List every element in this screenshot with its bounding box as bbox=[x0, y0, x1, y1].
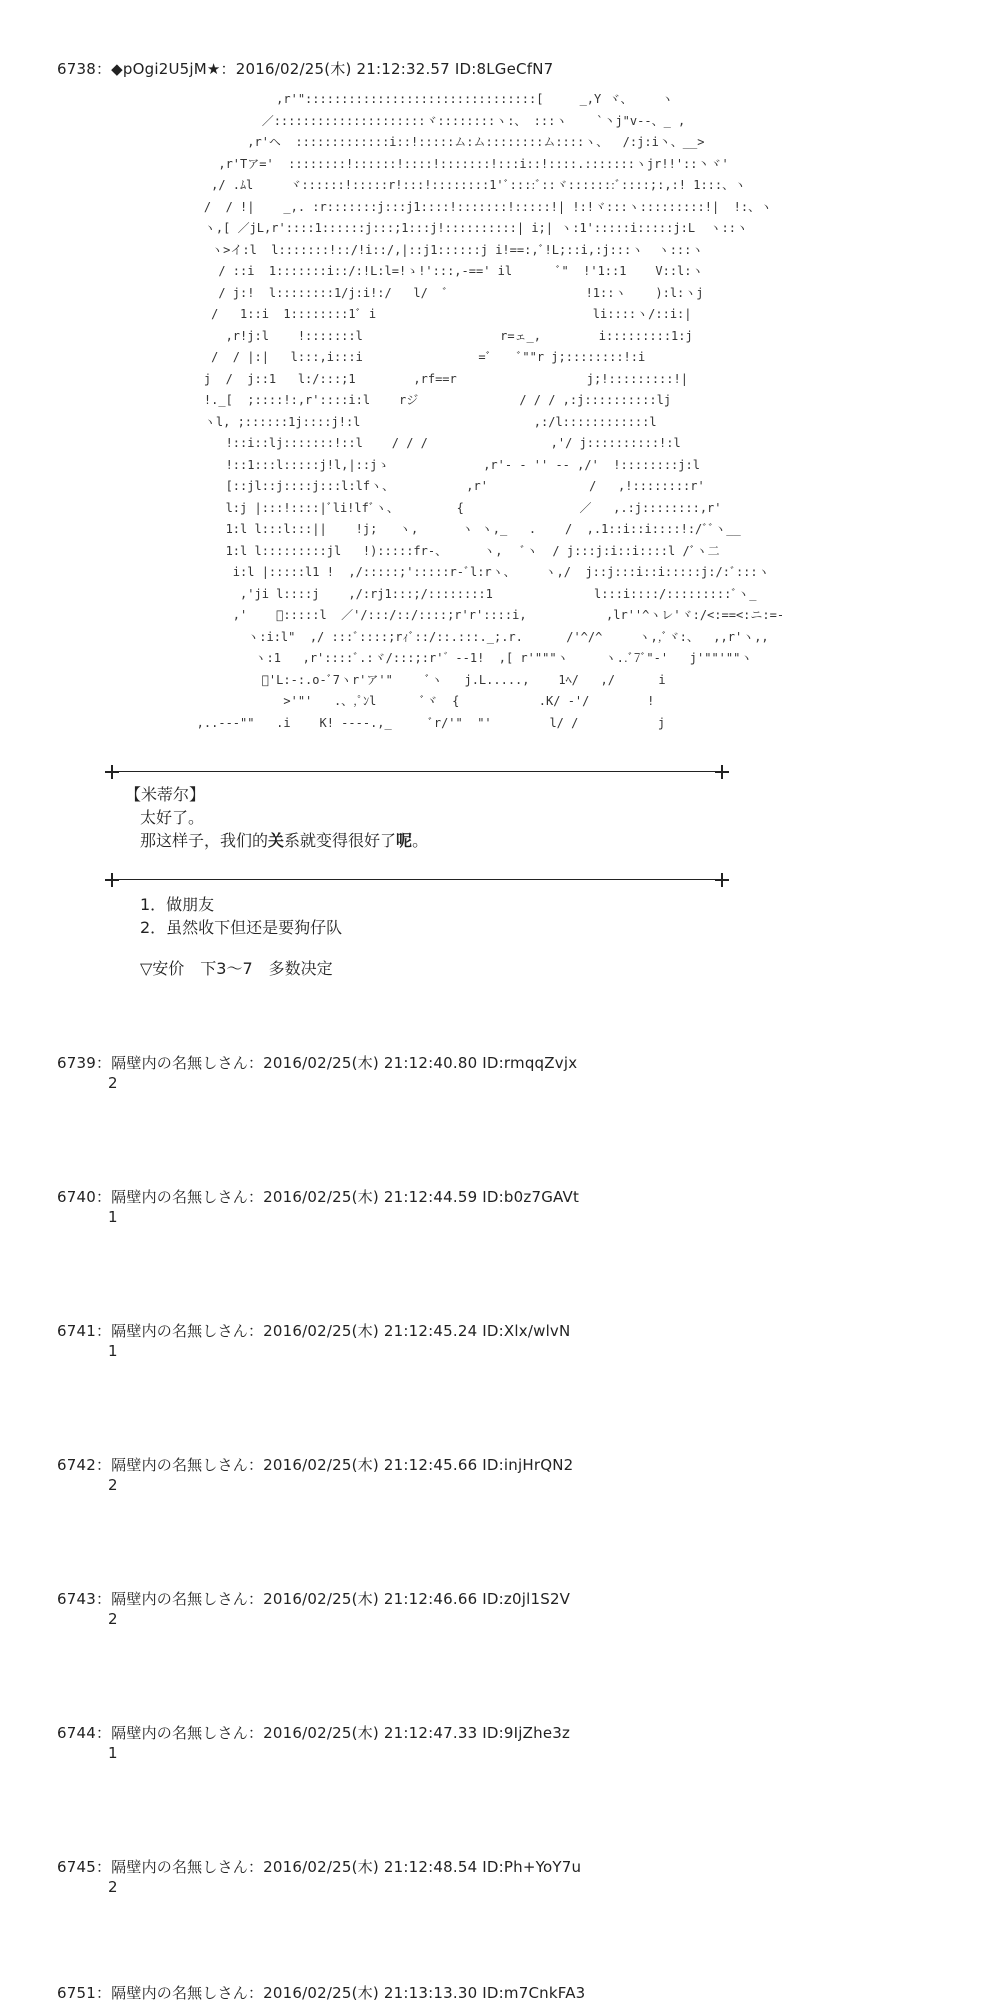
frame-divider-bottom bbox=[112, 879, 722, 880]
ascii-art-line: >'"' .、,ﾟﾝl ﾞヾ { .K/ -'/ ! bbox=[175, 694, 655, 708]
dialogue-line-2-mid: 系就变得很好了 bbox=[284, 831, 397, 850]
post-header-6739: 6739：隔壁内の名無しさん：2016/02/25(木) 21:12:40.80 ID:rmqqZvjx bbox=[57, 1054, 578, 1072]
post-body-6744: 1 bbox=[108, 1744, 118, 1762]
ascii-art-line: ,r'"::::::::::::::::::::::::::::::::[ _,Y ヾ、 ヽ bbox=[175, 92, 674, 106]
ascii-art-line: ,r'Tア=' ::::::::!::::::!::::!:::::::!:::i::!::::.:::::::ヽjr!!'::丶ヾ' bbox=[175, 156, 729, 171]
ascii-art-line: / j:! l::::::::1/j:i!:/ l/ ﾞ !1::ヽ ):l:ヽj bbox=[175, 285, 704, 300]
ascii-art-figure bbox=[175, 92, 955, 752]
post-body-6739: 2 bbox=[108, 1074, 118, 1092]
ascii-art-line: ,'ji l::::j ,/:rj1:::;/::::::::1 l:::i::::/:::::::::ﾞヽ_ bbox=[175, 586, 757, 601]
ascii-art-line: / 1::i 1::::::::1ﾞ i li::::ヽ/::i:| bbox=[175, 307, 692, 321]
ascii-art-line: 1:l l:::::::::jl !):::::fr-、 ヽ, ﾞヽ / j:::j:i::i::::l /ﾞヽ二 bbox=[175, 543, 720, 558]
post-header-6742: 6742：隔壁内の名無しさん：2016/02/25(木) 21:12:45.66 ID:injHrQN2 bbox=[57, 1456, 574, 1474]
ascii-art-line: ,/ .ﾑl ヾ::::::!:::::r!:::!::::::::1'ﾞ::::ﾞ::ヾ:::::::ﾞ::::;:,:! 1:::、ヽ bbox=[175, 178, 747, 192]
frame-cross-left-top bbox=[105, 765, 119, 779]
ascii-art-line: ／:::::::::::::::::::::ヾ::::::::ヽ:、 :::ヽ `丶j"v--、_ , bbox=[175, 113, 686, 128]
ascii-art-line: ﾞ'L:-:.o-ﾞ7ヽr'ア'" ﾞヽ j.L....., 1ﾍ/ ,/ i bbox=[175, 672, 666, 687]
ascii-art-line: ,r'ヘ :::::::::::::i::!:::::ム:ム::::::::ム::::ヽ、 /:j:i丶、__> bbox=[175, 135, 705, 149]
frame-cross-right-bottom bbox=[715, 873, 729, 887]
ascii-art-line: ヽ,[ ／jL,r'::::1::::::j:::;1:::j!::::::::::| i;| ヽ:1':::::i:::::j:L ヽ::ヽ bbox=[175, 221, 748, 235]
ascii-art-line: ヽ>イ:l l:::::::!::/!i::/,|::j1::::::j i!==:,ﾞ!L;::i,:j:::ヽ ヽ:::ヽ bbox=[175, 242, 704, 257]
option-1: 1．做朋友 bbox=[140, 895, 215, 914]
ascii-art-line: / / !| _,. :r:::::::j:::j1::::!:::::::!:::::!| !:!ヾ:::ヽ:::::::::!| !:、ヽ bbox=[175, 199, 773, 214]
ascii-art-line: / / |:| l:::,i:::i =ﾞ ﾞ""r j;::::::::!:i bbox=[175, 350, 646, 364]
frame-cross-right-top bbox=[715, 765, 729, 779]
ascii-art-line: ヽ:1 ,r'::::ﾞ.:ヾ/:::;:r'゛--1! ,[ r'"""ヽ ヽ..ﾞ7ﾞ"-' j'""'""ヽ bbox=[175, 651, 753, 665]
post-header-6751: 6751：隔壁内の名無しさん：2016/02/25(木) 21:13:13.30 ID:m7CnkFA3 bbox=[57, 1984, 586, 2002]
ascii-art-line: [::jl::j::::j:::l:lfヽ、 ,r' / ,!::::::::r' bbox=[175, 479, 705, 493]
ascii-art-line: 1:l l:::l:::|| !j; ヽ, ヽ ヽ,_ . / ,.1::i::i::::!:/ﾞﾞヽ__ bbox=[175, 522, 741, 536]
ascii-art-line: ,r!j:l !:::::::l r=ェ_, i:::::::::1:j bbox=[175, 328, 693, 343]
ascii-art-line: !::1:::l:::::j!l,|::jゝ ,r'- - '' -- ,/' !::::::::j:l bbox=[175, 457, 700, 472]
dialogue-line-2-bold-2: 呢 bbox=[396, 831, 413, 850]
ascii-art-line: i:l |:::::l1 ! ,/:::::;':::::r-ﾞl:rヽ、 ヽ,/ j::j:::i::i:::::j:/:ﾞ:::ヽ bbox=[175, 565, 770, 579]
post-header-6745: 6745：隔壁内の名無しさん：2016/02/25(木) 21:12:48.54 ID:Ph+YoY7u bbox=[57, 1858, 582, 1876]
post-header-6744: 6744：隔壁内の名無しさん：2016/02/25(木) 21:12:47.33 ID:9IjZhe3z bbox=[57, 1724, 571, 1742]
dialogue-line-2-bold-1: 关 bbox=[268, 831, 285, 850]
ascii-art-line: / ::i 1:::::::i::/:!L:l=!ゝ!':::,-==' il ﾞ" !'1::1 V::l:ヽ bbox=[175, 264, 704, 278]
dialogue-line-2-post: 。 bbox=[412, 831, 429, 850]
post-body-6740: 1 bbox=[108, 1208, 118, 1226]
post-header-6740: 6740：隔壁内の名無しさん：2016/02/25(木) 21:12:44.59 ID:b0z7GAVt bbox=[57, 1188, 580, 1206]
ascii-art-line: l:j |:::!::::|ﾞli!lfﾞヽ、 { ／ ,.:j::::::::,r' bbox=[175, 500, 722, 515]
dialogue-line-2-pre: 那这样子，我们的 bbox=[140, 831, 269, 850]
post-header-6738: 6738：◆pOgi2U5jM★：2016/02/25(木) 21:12:32.57 ID:8LGeCfN7 bbox=[57, 60, 554, 78]
ascii-art-line: !._[ ;::::!:,r'::::i:l rジ / / / ,:j::::::::::lj bbox=[175, 393, 672, 407]
ascii-art-line: ヽl, ;::::::1j::::j!:l ,:/l::::::::::::l bbox=[175, 414, 657, 429]
ascii-art-line: j / j::1 l:/:::;1 ,rf==r j;!:::::::::!| bbox=[175, 371, 688, 386]
ascii-art-line: ,' ﾞ:::::l ／'/:::/::/::::;r'r'::::i, ,lr''^ヽレ'ヾ:/<:==<:ニ:=- bbox=[175, 608, 785, 622]
frame-cross-left-bottom bbox=[105, 873, 119, 887]
ascii-art-line: !::i::lj:::::::!::l / / / ,'/ j::::::::::!:l bbox=[175, 436, 681, 450]
ascii-art-line: ヽ:i:l" ,/ :::ﾞ::::;rｨﾞ::/::.:::._;.r. /'^/^ ヽ,,ﾞヾ:、 ,,r'ヽ,, bbox=[175, 629, 769, 644]
vote-instruction: ▽安价 下3～7 多数决定 bbox=[140, 959, 333, 978]
speaker-label: 【米蒂尔】 bbox=[125, 785, 206, 804]
post-body-6741: 1 bbox=[108, 1342, 118, 1360]
post-header-6741: 6741：隔壁内の名無しさん：2016/02/25(木) 21:12:45.24 ID:Xlx/wlvN bbox=[57, 1322, 571, 1340]
dialogue-line-1: 太好了。 bbox=[140, 808, 205, 827]
frame-divider-top bbox=[112, 771, 722, 772]
post-body-6743: 2 bbox=[108, 1610, 118, 1628]
option-2: 2．虽然收下但还是要狗仔队 bbox=[140, 918, 343, 937]
dialogue-line-2 bbox=[140, 828, 428, 851]
post-body-6745: 2 bbox=[108, 1878, 118, 1896]
post-header-6743: 6743：隔壁内の名無しさん：2016/02/25(木) 21:12:46.66 ID:z0jl1S2V bbox=[57, 1590, 571, 1608]
ascii-art-line: ,..---"" .i K! ----.,_ ﾞr/'" "' l/ / j bbox=[175, 715, 666, 730]
post-body-6742: 2 bbox=[108, 1476, 118, 1494]
